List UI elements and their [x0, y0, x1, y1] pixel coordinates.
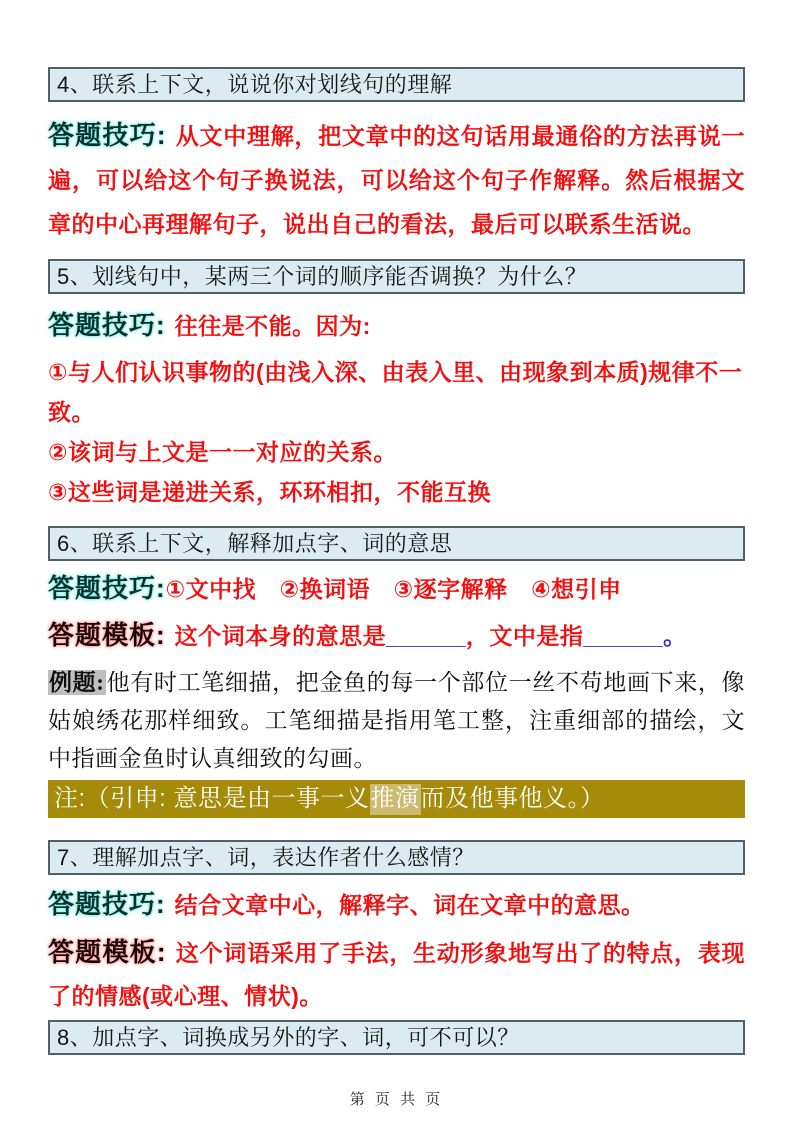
technique-label: 答题技巧: [48, 573, 166, 603]
question-6-header [48, 526, 745, 561]
question-8-title: 8、加点字、词换成另外的字、词，可不可以？ [57, 1025, 520, 1050]
example-text: 他有时工笔细描，把金鱼的每一个部位一丝不苟地画下来，像姑娘绣花那样细致。工笔细描是指用笔工整，注重细部的描绘，文中指画金鱼时认真细致的勾画。 [48, 670, 745, 771]
template-label: 答题模板: [48, 937, 167, 967]
question-5-technique [48, 305, 745, 346]
note-text-post: 而及他事他义。） [420, 785, 605, 812]
question-6-example [48, 664, 745, 778]
template-label: 答题模板: [48, 620, 166, 650]
template-blank-2: ______ [583, 623, 664, 649]
question-4-title: 4、联系上下文，说说你对划线句的理解 [57, 72, 453, 97]
question-7-title: 7、理解加点字、词，表达作者什么感情？ [57, 845, 475, 870]
technique-text: ①文中找 ②换词语 ③逐字解释 ④想引申 [165, 576, 622, 602]
section-question-6 [48, 526, 745, 818]
example-label: 例题: [49, 670, 105, 695]
template-text-lead: 这个词本身的意思是 [174, 623, 387, 649]
section-question-5 [48, 259, 745, 512]
point-item-1: ①与人们认识事物的(由浅入深、由表入里、由现象到本质)规律不一致。 [48, 359, 743, 425]
question-7-technique [48, 884, 745, 925]
question-6-technique [48, 570, 745, 607]
question-5-title: 5、划线句中，某两三个词的顺序能否调换？为什么？ [57, 264, 588, 289]
page-footer [0, 1088, 793, 1109]
technique-label: 答题技巧: [48, 310, 166, 340]
note-highlighted-word: 推演 [370, 784, 421, 815]
point-item-2: ②该词与上文是一一对应的关系。 [48, 439, 397, 465]
template-comma: ， [465, 623, 490, 649]
question-5-header [48, 259, 745, 294]
technique-text: 结合文章中心，解释字、词在文章中的意思。 [174, 892, 645, 918]
question-6-note-bar [48, 780, 745, 818]
template-text-mid: 文中是指 [489, 623, 584, 649]
question-5-points [48, 352, 745, 512]
template-period: 。 [663, 623, 687, 649]
template-blank-1: ______ [386, 623, 466, 649]
question-6-title: 6、联系上下文，解释加点字、词的意思 [57, 531, 453, 556]
point-item-3: ③这些词是递进关系，环环相扣，不能互换 [48, 479, 491, 505]
page-number-text: 第 页 共 页 [349, 1091, 444, 1108]
question-4-technique [48, 113, 745, 246]
section-question-4 [48, 67, 745, 246]
technique-label: 答题技巧: [48, 889, 166, 919]
section-question-7 [48, 840, 745, 1018]
section-question-8 [48, 1020, 745, 1055]
question-7-header [48, 840, 745, 875]
question-6-template [48, 615, 745, 656]
question-8-header [48, 1020, 745, 1055]
technique-text: 从文中理解，把文章中的这句话用最通俗的方法再说一遍，可以给这个句子换说法，可以给这个句子作解释。然后根据文章的中心再理解句子，说出自己的看法，最后可以联系生活说。 [48, 123, 745, 237]
template-text: 这个词语采用了手法，生动形象地写出了的特点，表现了的情感(或心理、情状)。 [48, 940, 745, 1009]
technique-text: 往往是不能。因为: [174, 313, 371, 339]
note-text-pre: 注:（引申: 意思是由一事一义 [54, 785, 370, 812]
question-7-template [48, 931, 745, 1018]
question-4-header [48, 67, 745, 102]
technique-label: 答题技巧: [48, 120, 167, 150]
